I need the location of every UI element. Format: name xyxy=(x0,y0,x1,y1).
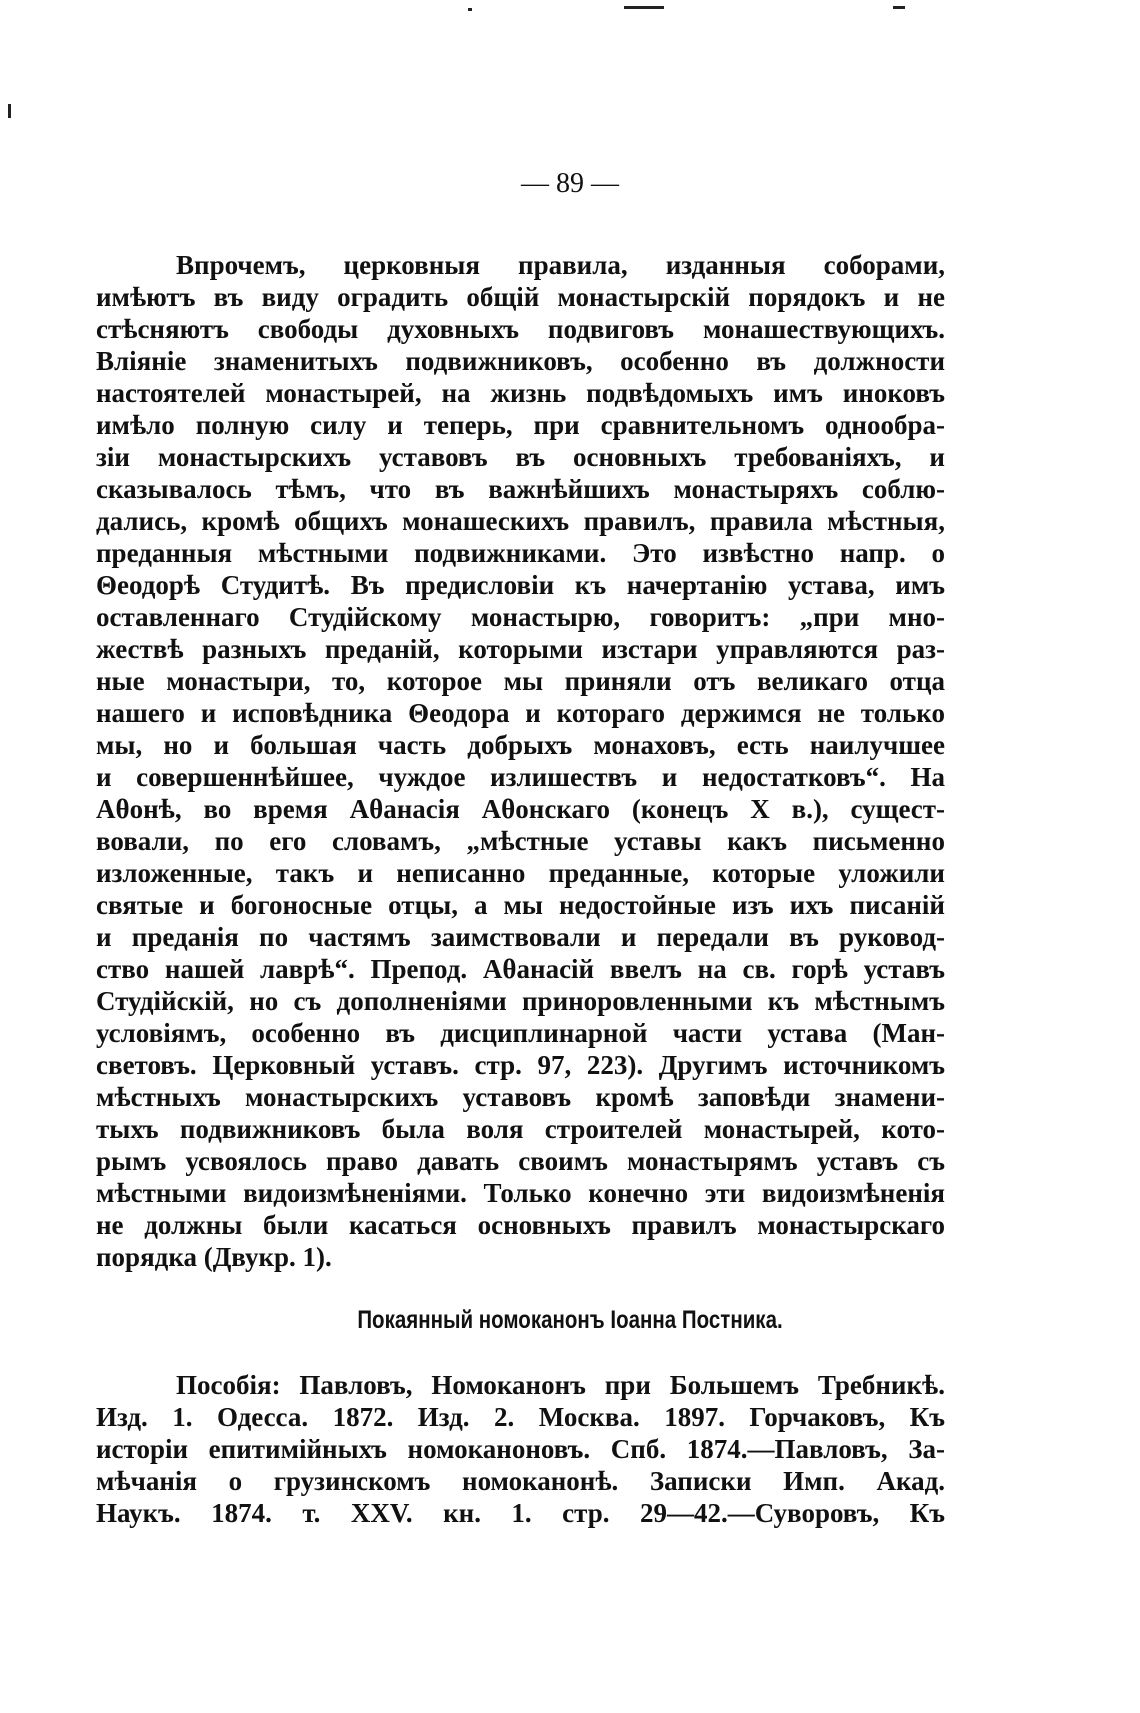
text-line: рымъ усвоялось право давать своимъ монастырямъ уставъ съ xyxy=(96,1146,945,1176)
text-line: преданныя мѣстными подвижниками. Это извѣстно напр. о xyxy=(96,538,945,568)
text-line: мѣчанія о грузинскомъ номоканонѣ. Записки Имп. Акад. xyxy=(96,1466,945,1496)
text-line: оставленнаго Студійскому монастырю, говоритъ: „при мно- xyxy=(96,602,945,632)
text-line: и совершеннѣйшее, чуждое излишествъ и недостатковъ“. На xyxy=(96,762,945,792)
page-number: — 89 — xyxy=(521,168,619,199)
text-line: мѣстными видоизмѣненіями. Только конечно эти видоизмѣненія xyxy=(96,1178,945,1208)
text-line: Изд. 1. Одесса. 1872. Изд. 2. Москва. 1897. Горчаковъ, Къ xyxy=(96,1402,945,1432)
text-line: исторіи епитимійныхъ номоканоновъ. Спб. 1874.—Павловъ, За- xyxy=(96,1434,945,1464)
text-line: условіямъ, особенно въ дисциплинарной части устава (Ман- xyxy=(96,1018,945,1048)
text-line: стѣсняютъ свободы духовныхъ подвиговъ монашествующихъ. xyxy=(96,314,945,344)
text-line: имѣло полную силу и теперь, при сравнительномъ однообра- xyxy=(96,410,945,440)
text-line: световъ. Церковный уставъ. стр. 97, 223). Другимъ источникомъ xyxy=(96,1050,945,1080)
text-line: Впрочемъ, церковныя правила, изданныя соборами, xyxy=(176,250,945,280)
text-line: Вліяніе знаменитыхъ подвижниковъ, особенно въ должности xyxy=(96,346,945,376)
text-line: мы, но и большая часть добрыхъ монаховъ, есть наилучшее xyxy=(96,730,945,760)
text-line: изложенные, такъ и неписанно преданные, которые уложили xyxy=(96,858,945,888)
text-line: порядка (Двукр. 1). xyxy=(96,1242,332,1272)
text-line: Θеодорѣ Студитѣ. Въ предисловіи къ начертанію устава, имъ xyxy=(96,570,945,600)
text-line: Пособія: Павловъ, Номоканонъ при Большемъ Требникѣ. xyxy=(176,1370,945,1400)
text-line: Студійскій, но съ дополненіями приноровленными къ мѣстнымъ xyxy=(96,986,945,1016)
text-line: зіи монастырскихъ уставовъ въ основныхъ требованіяхъ, и xyxy=(96,442,945,472)
section-heading: Покаянный номоканонъ Іоанна Постника. xyxy=(357,1306,783,1334)
text-line: сказывалось тѣмъ, что въ важнѣйшихъ монастыряхъ соблю- xyxy=(96,474,945,504)
text-line: святые и богоносные отцы, а мы недостойные изъ ихъ писаній xyxy=(96,890,945,920)
text-line: настоятелей монастырей, на жизнь подвѣдомыхъ имъ иноковъ xyxy=(96,378,945,408)
text-line: и преданія по частямъ заимствовали и передали въ руковод- xyxy=(96,922,945,952)
text-line: мѣстныхъ монастырскихъ уставовъ кромѣ заповѣди знамени- xyxy=(96,1082,945,1112)
text-line: жествѣ разныхъ преданій, которыми изстари управляются раз- xyxy=(96,634,945,664)
text-line: Аθонѣ, во время Аθанасія Аθонскаго (конецъ X в.), сущест- xyxy=(96,794,945,824)
text-line: не должны были касаться основныхъ правилъ монастырскаго xyxy=(96,1210,945,1240)
text-line: дались, кромѣ общихъ монашескихъ правилъ, правила мѣстныя, xyxy=(96,506,945,536)
text-line: ные монастыри, то, которое мы приняли отъ великаго отца xyxy=(96,666,945,696)
text-line: вовали, по его словамъ, „мѣстные уставы какъ письменно xyxy=(96,826,945,856)
text-line: имѣютъ въ виду оградить общій монастырскій порядокъ и не xyxy=(96,282,945,312)
text-line: Наукъ. 1874. т. XXV. кн. 1. стр. 29—42.—Суворовъ, Къ xyxy=(96,1498,945,1528)
text-line: нашего и исповѣдника Θеодора и котораго держимся не только xyxy=(96,698,945,728)
text-line: тыхъ подвижниковъ была воля строителей монастырей, кото- xyxy=(96,1114,945,1144)
text-line: ство нашей лаврѣ“. Препод. Аθанасій ввелъ на св. горѣ уставъ xyxy=(96,954,945,984)
